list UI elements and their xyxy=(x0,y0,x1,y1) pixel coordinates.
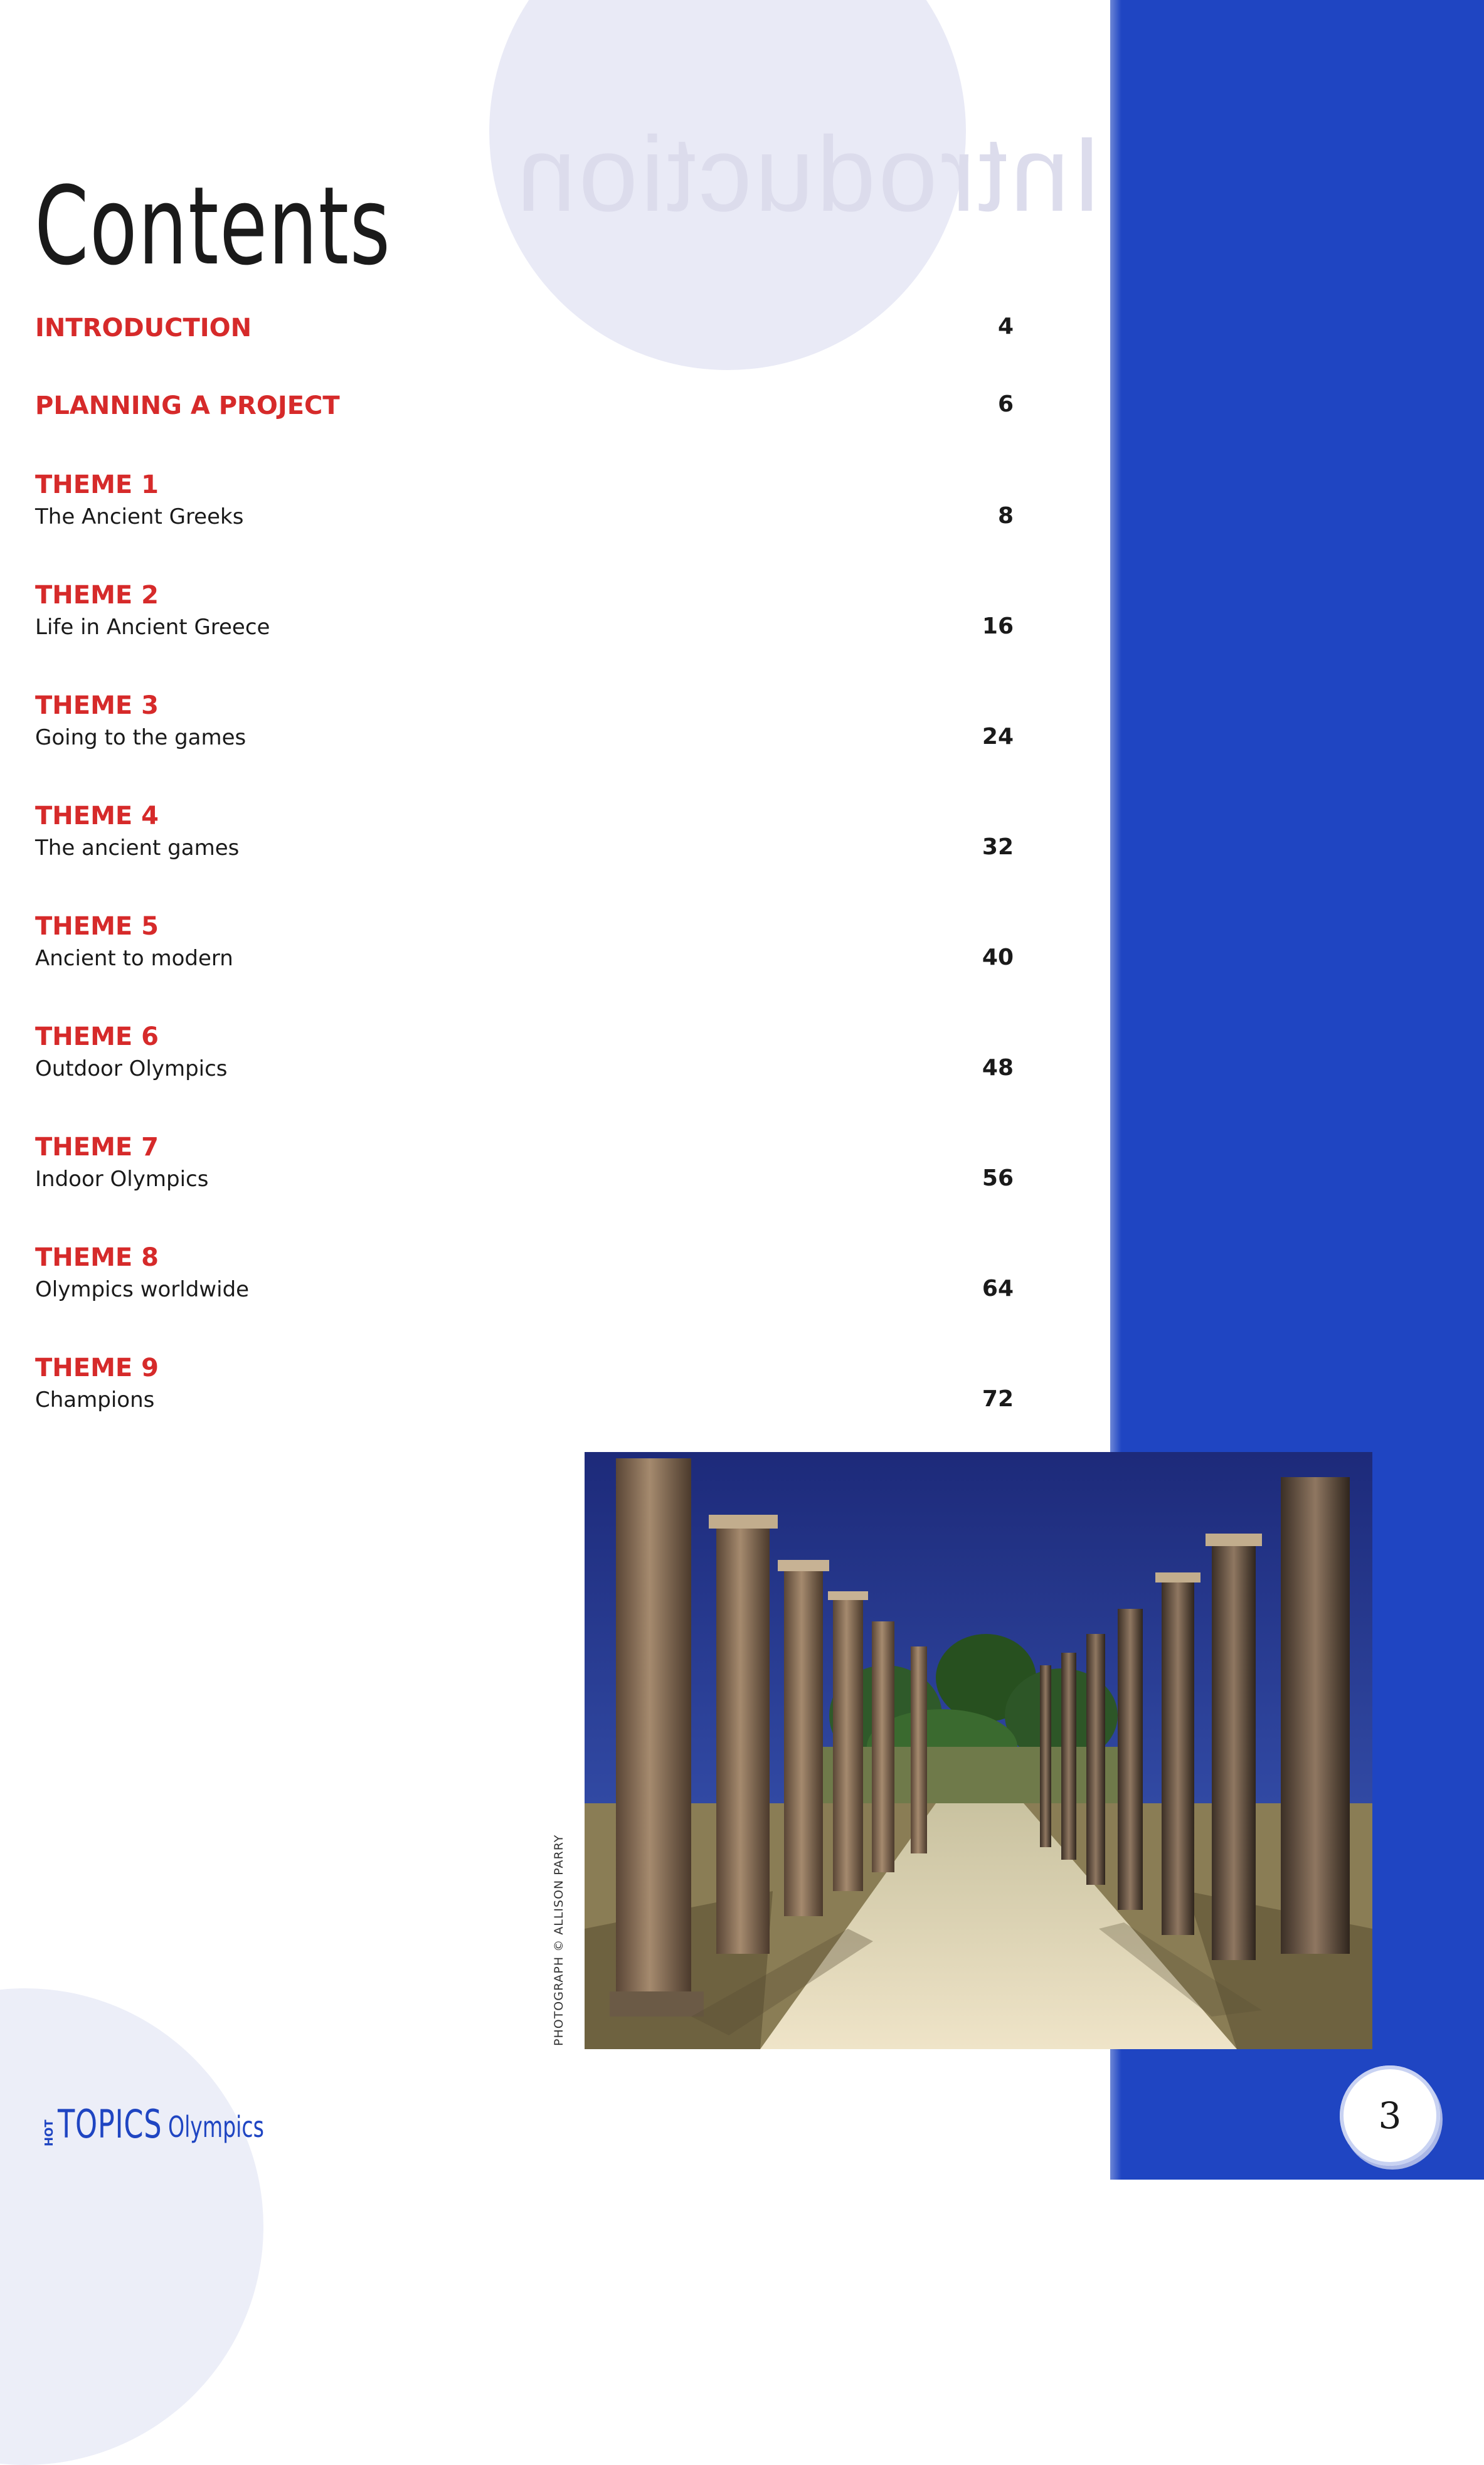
photo-ancient-columns xyxy=(585,1452,1372,2049)
toc-page-number: 16 xyxy=(982,613,1014,639)
page-number-badge xyxy=(1340,2065,1440,2166)
toc-page-number: 72 xyxy=(982,1386,1014,1412)
toc-heading[interactable]: INTRODUCTION xyxy=(35,314,252,342)
brand-subject-label: Olympics xyxy=(168,2110,264,2144)
decorative-circle-bottom xyxy=(0,1988,263,2465)
toc-page-number: 64 xyxy=(982,1276,1014,1301)
toc-page-number: 6 xyxy=(997,391,1014,417)
brand-topics-label: TOPICS xyxy=(58,2101,162,2147)
toc-page-number: 32 xyxy=(982,834,1014,860)
toc-heading[interactable]: THEME 1 xyxy=(35,470,159,499)
toc-heading[interactable]: THEME 3 xyxy=(35,691,159,720)
toc-subtitle: Ancient to modern xyxy=(35,946,233,971)
ghost-background-word: Introduction xyxy=(514,115,1102,234)
brand-hot-label: HOT xyxy=(43,2119,56,2146)
toc-subtitle: The ancient games xyxy=(35,835,240,861)
toc-heading[interactable]: PLANNING A PROJECT xyxy=(35,391,340,420)
page-number: 3 xyxy=(1378,2094,1402,2137)
toc-heading[interactable]: THEME 8 xyxy=(35,1243,159,1272)
toc-heading[interactable]: THEME 7 xyxy=(35,1133,159,1162)
toc-page-number: 40 xyxy=(982,945,1014,970)
toc-subtitle: Olympics worldwide xyxy=(35,1277,250,1302)
toc-heading[interactable]: THEME 5 xyxy=(35,912,159,941)
toc-heading[interactable]: THEME 4 xyxy=(35,802,159,830)
toc-page-number: 24 xyxy=(982,724,1014,750)
toc-subtitle: Life in Ancient Greece xyxy=(35,615,270,640)
toc-page-number: 8 xyxy=(997,503,1014,529)
toc-page-number: 48 xyxy=(982,1055,1014,1081)
toc-page-number: 4 xyxy=(997,314,1014,339)
toc-subtitle: The Ancient Greeks xyxy=(35,504,244,529)
toc-heading[interactable]: THEME 6 xyxy=(35,1022,159,1051)
toc-subtitle: Going to the games xyxy=(35,725,246,750)
page-title: Contents xyxy=(34,163,391,290)
toc-heading[interactable]: THEME 9 xyxy=(35,1354,159,1382)
photo-credit: PHOTOGRAPH © ALLISON PARRY xyxy=(552,1834,566,2046)
toc-subtitle: Indoor Olympics xyxy=(35,1167,209,1192)
toc-subtitle: Outdoor Olympics xyxy=(35,1056,228,1081)
toc-subtitle: Champions xyxy=(35,1387,155,1413)
toc-heading[interactable]: THEME 2 xyxy=(35,581,159,610)
toc-page-number: 56 xyxy=(982,1165,1014,1191)
